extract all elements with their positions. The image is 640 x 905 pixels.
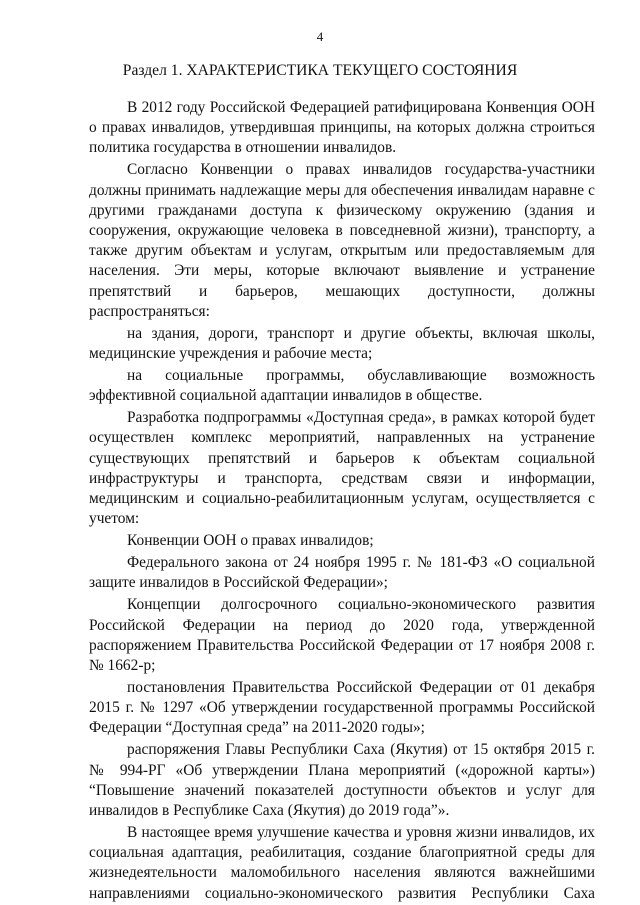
paragraph: распоряжения Главы Республики Саха (Якутия) от 15 октября 2015 г. № 994-РГ «Об утверждении Плана мероприятий («дорожной карты») “Повышение значений показателей доступности объектов и услуг для инвалидов в Республике Саха (Якутия) до 2019 года”». xyxy=(89,741,595,820)
paragraph: на здания, дороги, транспорт и другие объекты, включая школы, медицинские учреждения и рабочие места; xyxy=(89,324,595,363)
paragraph: Согласно Конвенции о правах инвалидов государства-участники должны принимать надлежащие меры для обеспечения инвалидам наравне с другими гражданами доступа к физическому окружению (здания и сооружения, окружающие человека в повседневной жизни), транспорту, а также другим объектам и услугам, открытым или предоставляемым для населения. Эти меры, которые включают выявление и устранение препятствий и барьеров, мешающих доступности, должны распространяться: xyxy=(89,161,595,320)
paragraph: на социальные программы, обуславливающие возможность эффективной социальной адаптации инвалидов в обществе. xyxy=(89,367,595,405)
paragraph: В настоящее время улучшение качества и уровня жизни инвалидов, их социальная адаптация, реабилитация, создание благоприятной среды для жизнедеятельности маломобильного населения являются важнейшими направлениями социально-экономического развития Республики Саха xyxy=(89,824,595,902)
paragraph: Разработка подпрограммы «Доступная среда», в рамках которой будет осуществлен комплекс мероприятий, направленных на устранение существующих препятствий и барьеров к объектам социальной инфраструктуры и транспорта, средствам связи и информации, медицинским и социально-реабилитационным услугам, осуществляется с учетом: xyxy=(89,409,595,528)
paragraph: Конвенции ООН о правах инвалидов; xyxy=(127,532,374,550)
body-text xyxy=(89,98,595,904)
section-heading: Раздел 1. ХАРАКТЕРИСТИКА ТЕКУЩЕГО СОСТОЯНИЯ xyxy=(122,62,518,79)
paragraph: Концепции долгосрочного социально-экономического развития Российской Федерации на период до 2020 года, утвержденной распоряжением Правительства Российской Федерации от 17 ноября 2008 г. № 1662-р; xyxy=(89,596,595,675)
paragraph: Федерального закона от 24 ноября 1995 г. № 181-ФЗ «О социальной защите инвалидов в Российской Федерации»; xyxy=(89,554,595,592)
paragraph: В 2012 году Российской Федерацией ратифицирована Конвенция ООН о правах инвалидов, утвердившая принципы, на которых должна строиться политика государства в отношении инвалидов. xyxy=(89,99,595,157)
page-number: 4 xyxy=(316,29,324,44)
paragraph: постановления Правительства Российской Федерации от 01 декабря 2015 г. № 1297 «Об утверждении государственной программы Российской Федерации “Доступная среда” на 2011-2020 годы»; xyxy=(89,679,595,737)
